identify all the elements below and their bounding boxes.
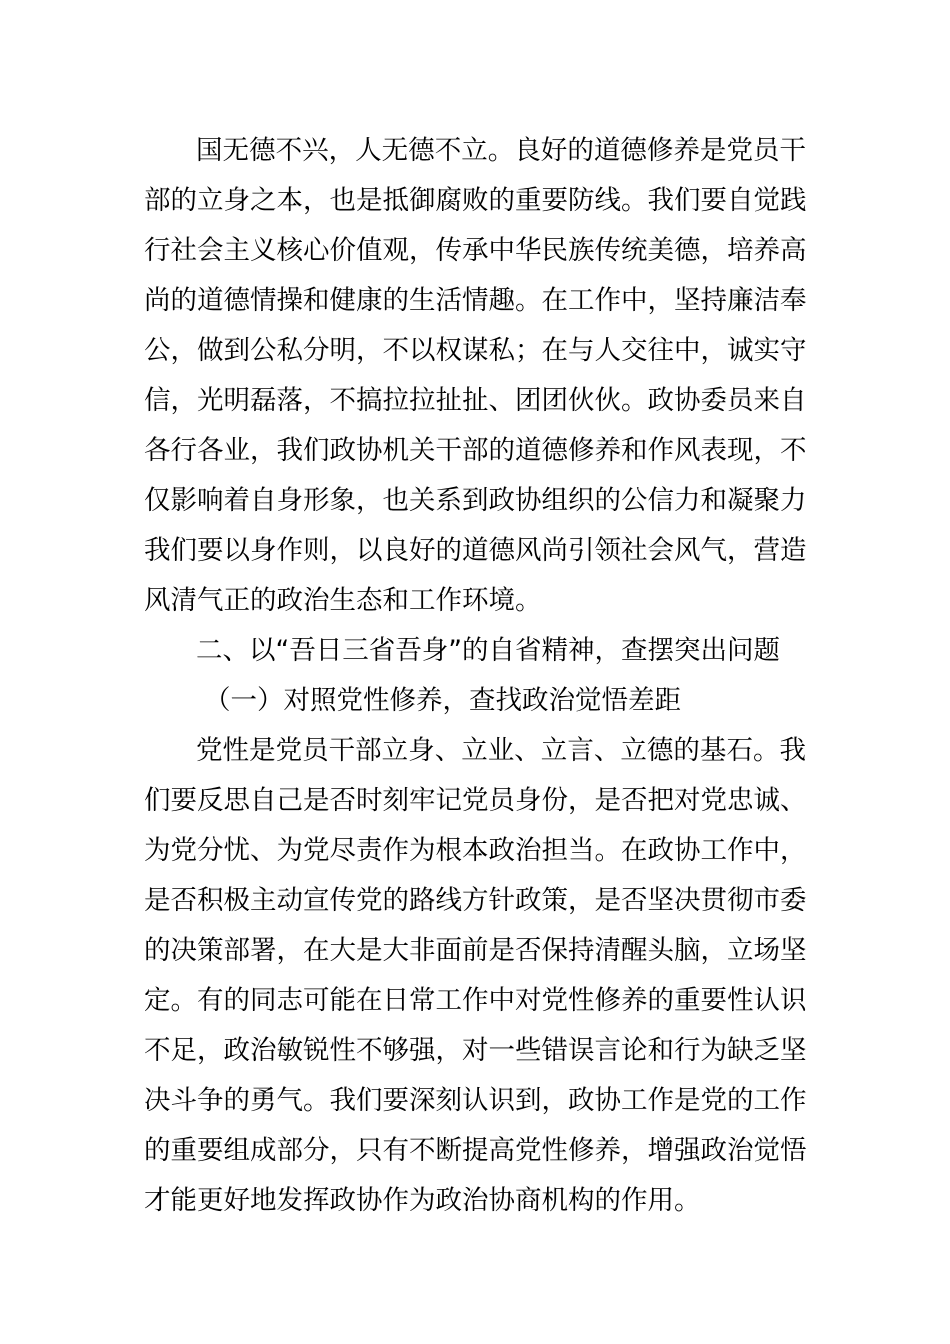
paragraph-1-line-9: 我们要以身作则，以良好的道德风尚引领社会风气，营造 [144,535,806,566]
paragraph-1-line-8: 仅影响着自身形象，也关系到政协组织的公信力和凝聚力 [144,485,806,516]
paragraph-2-line-5: 的决策部署，在大是大非面前是否保持清醒头脑，立场坚 [144,935,806,966]
subsection-heading-1: （一）对照党性修养，查找政治觉悟差距 [204,685,681,716]
paragraph-1-line-10: 风清气正的政治生态和工作环境。 [144,585,542,616]
paragraph-2-line-3: 为党分忧、为党尽责作为根本政治担当。在政协工作中， [144,835,806,866]
paragraph-1-line-5: 公，做到公私分明，不以权谋私；在与人交往中，诚实守 [144,335,806,366]
paragraph-2-line-6: 定。有的同志可能在日常工作中对党性修养的重要性认识 [144,985,806,1016]
paragraph-2-line-7: 不足，政治敏锐性不够强，对一些错误言论和行为缺乏坚 [144,1035,806,1066]
paragraph-1-line-1: 国无德不兴，人无德不立。良好的道德修养是党员干 [196,135,806,166]
paragraph-2-line-4: 是否积极主动宣传党的路线方针政策，是否坚决贯彻市委 [144,885,806,916]
paragraph-1-line-2: 部的立身之本，也是抵御腐败的重要防线。我们要自觉践 [144,185,806,216]
paragraph-2-line-2: 们要反思自己是否时刻牢记党员身份，是否把对党忠诚、 [144,785,806,816]
paragraph-2-line-8: 决斗争的勇气。我们要深刻认识到，政协工作是党的工作 [144,1085,806,1116]
paragraph-2-line-10: 才能更好地发挥政协作为政治协商机构的作用。 [144,1185,701,1216]
paragraph-2-line-9: 的重要组成部分，只有不断提高党性修养，增强政治觉悟 [144,1135,806,1166]
paragraph-1-line-4: 尚的道德情操和健康的生活情趣。在工作中，坚持廉洁奉 [144,285,806,316]
paragraph-2-line-1: 党性是党员干部立身、立业、立言、立德的基石。我 [196,735,806,766]
paragraph-1-line-3: 行社会主义核心价值观，传承中华民族传统美德，培养高 [144,235,806,266]
section-heading-2: 二、以“吾日三省吾身”的自省精神，查摆突出问题 [196,635,780,666]
paragraph-1-line-7: 各行各业，我们政协机关干部的道德修养和作风表现，不 [144,435,806,466]
paragraph-1-line-6: 信，光明磊落，不搞拉拉扯扯、团团伙伙。政协委员来自 [144,385,806,416]
